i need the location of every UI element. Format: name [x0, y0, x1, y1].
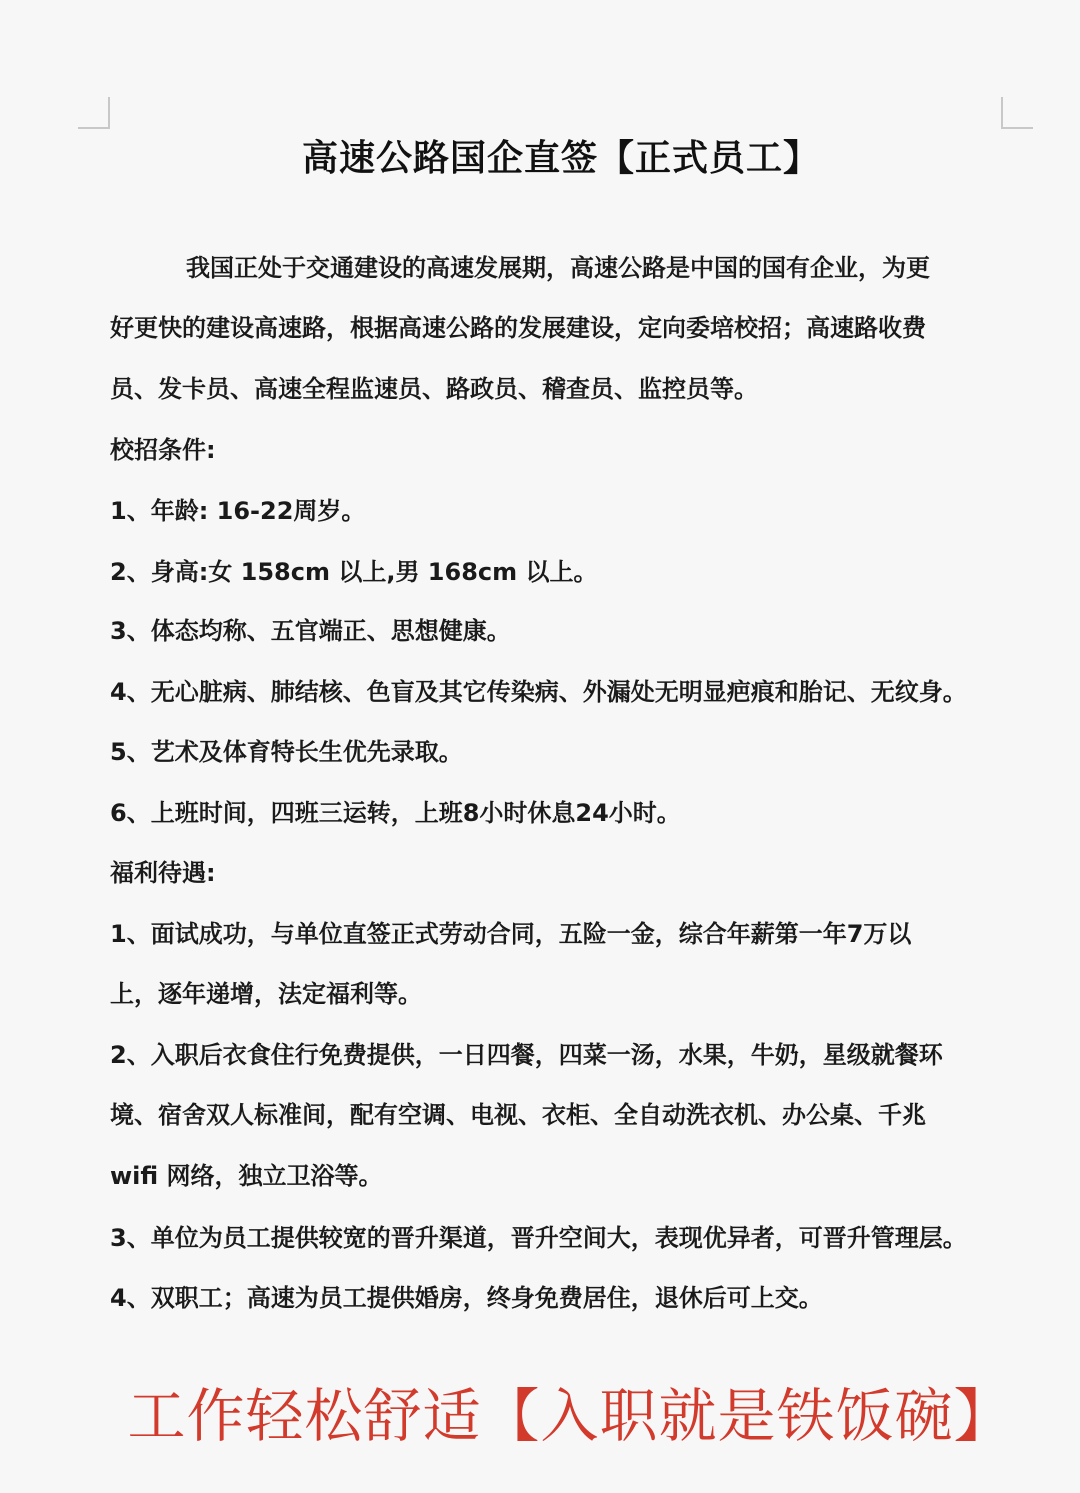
crop-mark-top-right [1001, 97, 1033, 129]
intro-line-1: 我国正处于交通建设的高速发展期，高速公路是中国的国有企业，为更 [186, 254, 930, 282]
condition-item-5: 5、艺术及体育特长生优先录取。 [110, 738, 463, 766]
condition-item-3: 3、体态均称、五官端正、思想健康。 [110, 617, 511, 645]
intro-line-3: 员、发卡员、高速全程监速员、路政员、稽查员、监控员等。 [110, 375, 758, 403]
condition-item-2: 2、身高:女 158cm 以上,男 168cm 以上。 [110, 558, 598, 586]
benefit-line-7: 4、双职工；高速为员工提供婚房，终身免费居住，退休后可上交。 [110, 1284, 823, 1312]
condition-item-1: 1、年龄: 16-22周岁。 [110, 497, 366, 525]
benefit-line-3: 2、入职后衣食住行免费提供，一日四餐，四菜一汤，水果，牛奶，星级就餐环 [110, 1041, 943, 1069]
conditions-heading: 校招条件: [110, 436, 216, 464]
crop-mark-top-left [78, 97, 110, 129]
footer-slogan: 工作轻松舒适【入职就是铁饭碗】 [127, 1382, 1013, 1450]
benefit-line-2: 上，逐年递增，法定福利等。 [110, 980, 422, 1008]
condition-item-4: 4、无心脏病、肺结核、色盲及其它传染病、外漏处无明显疤痕和胎记、无纹身。 [110, 678, 967, 706]
document-title: 高速公路国企直签【正式员工】 [301, 138, 820, 179]
intro-line-2: 好更快的建设高速路，根据高速公路的发展建设，定向委培校招；高速路收费 [110, 314, 926, 342]
benefit-line-4: 境、宿舍双人标准间，配有空调、电视、衣柜、全自动洗衣机、办公桌、千兆 [110, 1101, 926, 1129]
condition-item-6: 6、上班时间，四班三运转，上班8小时休息24小时。 [110, 799, 681, 827]
benefit-line-1: 1、面试成功，与单位直签正式劳动合同，五险一金，综合年薪第一年7万以 [110, 920, 912, 948]
benefits-heading: 福利待遇: [110, 859, 216, 887]
benefit-line-5: wifi 网络，独立卫浴等。 [110, 1162, 383, 1190]
benefit-line-6: 3、单位为员工提供较宽的晋升渠道，晋升空间大，表现优异者，可晋升管理层。 [110, 1224, 967, 1252]
